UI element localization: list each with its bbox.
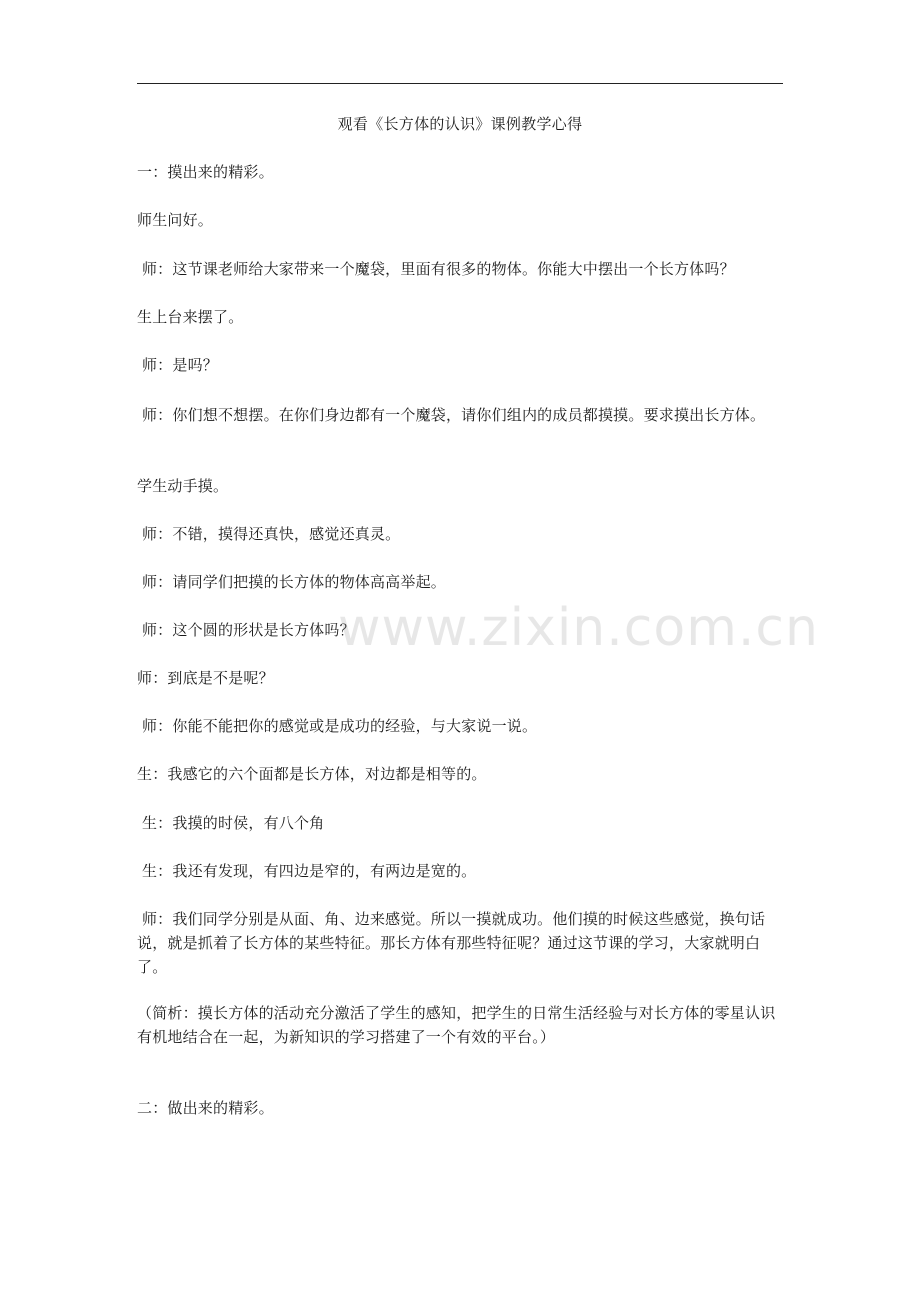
paragraph: 生：我摸的时侯，有八个角 bbox=[137, 814, 325, 832]
paragraph: 师：你能不能把你的感觉或是成功的经验，与大家说一说。 bbox=[137, 717, 538, 735]
paragraph: 师：到底是不是呢？ bbox=[137, 669, 274, 687]
paragraph: 师生问好。 bbox=[137, 211, 214, 229]
paragraph: 师：请同学们把摸的长方体的物体高高举起。 bbox=[137, 573, 446, 591]
paragraph: 师：我们同学分别是从面、角、边来感觉。所以一摸就成功。他们摸的时候这些感觉，换句话说，就是抓着了长方体的某些特征。那长方体有那些特征呢？通过这节课的学习，大家就明白了。 bbox=[137, 910, 766, 976]
watermark: www.zixin.com.cn bbox=[338, 598, 819, 658]
paragraph: 学生动手摸。 bbox=[137, 477, 229, 495]
document-title: 观看《长方体的认识》课例教学心得 bbox=[337, 115, 583, 133]
paragraph: 师：你们想不想摆。在你们身边都有一个魔袋，请你们组内的成员都摸摸。要求摸出长方体。 bbox=[137, 406, 766, 424]
paragraph: 师：这节课老师给大家带来一个魔袋，里面有很多的物体。你能大中摆出一个长方体吗？ bbox=[137, 260, 735, 278]
paragraph: 生：我感它的六个面都是长方体，对边都是相等的。 bbox=[137, 765, 487, 783]
paragraph: 师：是吗？ bbox=[137, 356, 218, 374]
paragraph-analysis-note: （简析：摸长方体的活动充分激活了学生的感知，把学生的日常生活经验与对长方体的零星认识有机地结合在一起，为新知识的学习搭建了一个有效的平台。） bbox=[137, 1004, 776, 1046]
paragraph: 师：不错，摸得还真快，感觉还真灵。 bbox=[137, 525, 401, 543]
paragraph-section-2-heading: 二：做出来的精彩。 bbox=[137, 1099, 274, 1117]
paragraph-section-1-heading: 一：摸出来的精彩。 bbox=[137, 163, 274, 181]
paragraph: 生上台来摆了。 bbox=[137, 308, 244, 326]
paragraph: 生：我还有发现，有四边是窄的，有两边是宽的。 bbox=[137, 862, 477, 880]
paragraph: 师：这个圆的形状是长方体吗？ bbox=[137, 621, 355, 639]
header-rule bbox=[137, 83, 783, 84]
